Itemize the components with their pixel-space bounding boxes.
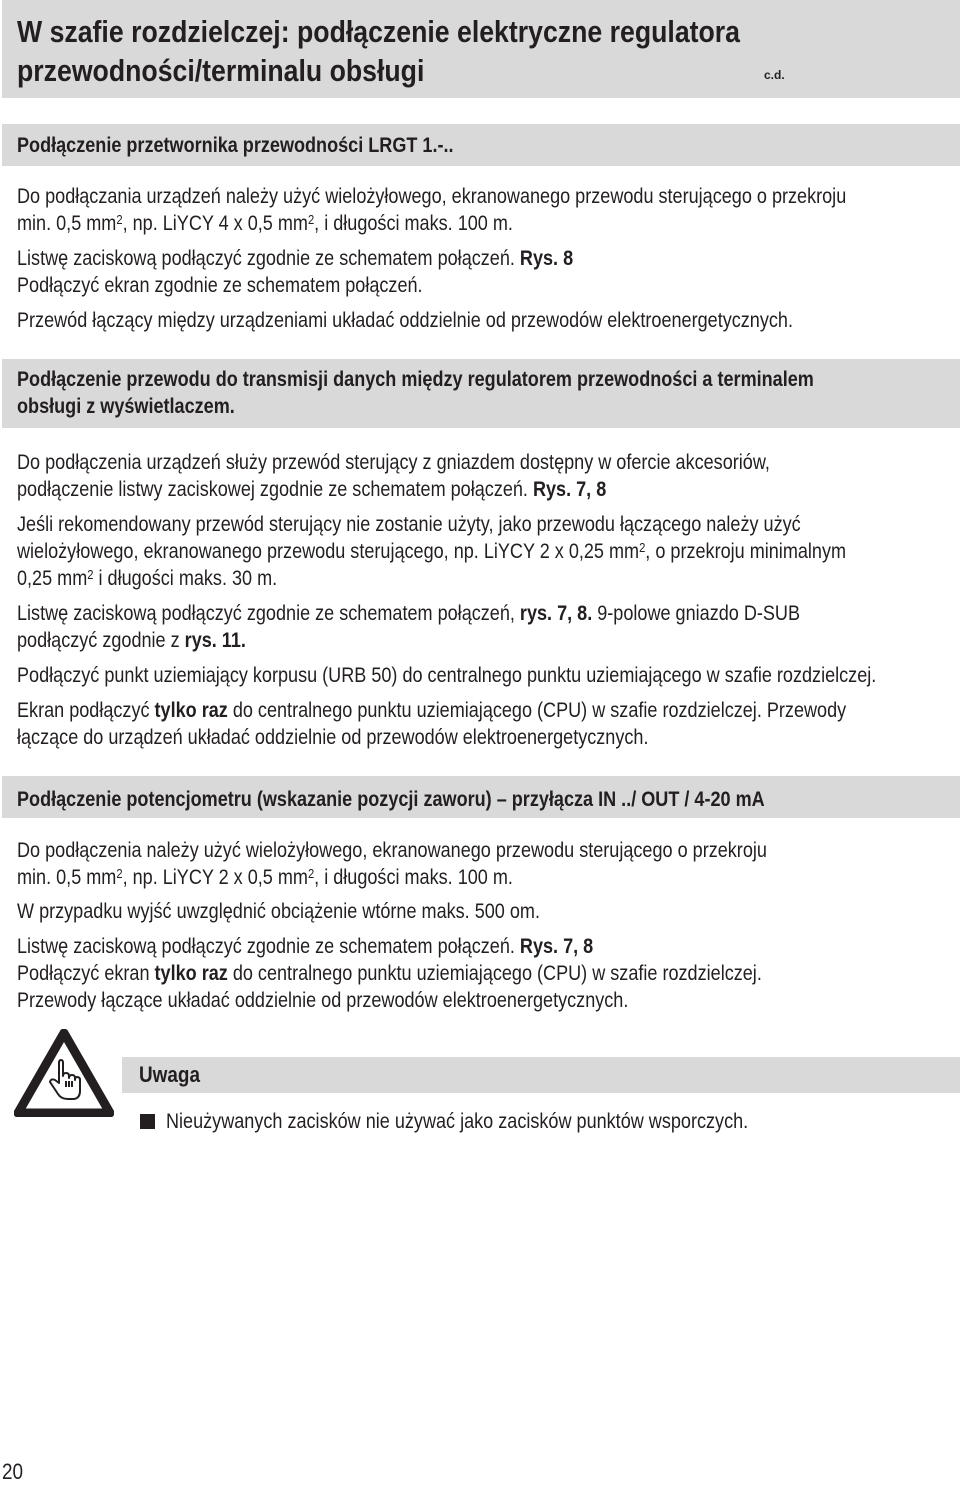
s3-line2: min. 0,5 $mm^2$, np. LiYCY 2 x 0,5 $mm^2$, i długości maks. 100 m. [17, 866, 513, 889]
notice-heading-bar [122, 1057, 960, 1093]
s3-line4: Listwę zaciskową podłączyć zgodnie ze schematem połączeń. Rys. 7, 8 [17, 935, 594, 958]
section1-heading: Podłączenie przetwornika przewodności LRGT 1.-.. [17, 134, 454, 157]
page-title-line1: W szafie rozdzielczej: podłączenie elektryczne regulatora [17, 14, 741, 49]
s3-line3: W przypadku wyjść uwzględnić obciążenie wtórne maks. 500 om. [17, 900, 540, 923]
s1-line1: Do podłączania urządzeń należy użyć wielożyłowego, ekranowanego przewodu sterującego o przekroju [17, 185, 847, 208]
s3-line5: Podłączyć ekran tylko raz do centralnego punktu uziemiającego (CPU) w szafie rozdzielczej. [17, 962, 762, 985]
section3-heading: Podłączenie potencjometru (wskazanie pozycji zaworu) – przyłącza IN ../ OUT / 4-20 mA [17, 788, 765, 811]
s2-line3: Jeśli rekomendowany przewód sterujący nie zostanie użyty, jako przewodu łączącego należy użyć [17, 513, 801, 536]
s2-line10: łączące do urządzeń układać oddzielnie od przewodów elektroenergetycznych. [17, 726, 649, 749]
section2-heading-line1: Podłączenie przewodu do transmisji danych między regulatorem przewodności a terminalem [17, 368, 814, 391]
bullet-square-icon [140, 1114, 155, 1129]
s2-line5: 0,25 $mm^2$ i długości maks. 30 m. [17, 567, 278, 590]
section2-heading-line2: obsługi z wyświetlaczem. [17, 395, 235, 418]
s1-line2: min. 0,5 $mm^2$, np. LiYCY 4 x 0,5 $mm^2$, i długości maks. 100 m. [17, 212, 513, 235]
s2-line1: Do podłączenia urządzeń służy przewód sterujący z gniazdem dostępny w ofercie akcesoriów, [17, 451, 770, 474]
s2-line7: podłączyć zgodnie z rys. 11. [17, 629, 246, 652]
page-title-line2: przewodności/terminalu obsługi [17, 53, 425, 88]
s2-line8: Podłączyć punkt uziemiający korpusu (URB 50) do centralnego punktu uziemiającego w szafie rozdzielczej. [17, 664, 877, 687]
s1-line5: Przewód łączący między urządzeniami układać oddzielnie od przewodów elektroenergetycznych. [17, 309, 793, 332]
s1-line3: Listwę zaciskową podłączyć zgodnie ze schematem połączeń. Rys. 8 [17, 247, 574, 270]
s3-line6: Przewody łączące układać oddzielnie od przewodów elektroenergetycznych. [17, 989, 629, 1012]
s2-line9: Ekran podłączyć tylko raz do centralnego punktu uziemiającego (CPU) w szafie rozdzielczej. Przewody [17, 699, 847, 722]
s1-line4: Podłączyć ekran zgodnie ze schematem połączeń. [17, 274, 423, 297]
notice-label: Uwaga [139, 1062, 200, 1087]
s2-line2: podłączenie listwy zaciskowej zgodnie ze schematem połączeń. Rys. 7, 8 [17, 478, 607, 501]
warning-hand-icon [14, 1029, 114, 1117]
s2-line6: Listwę zaciskową podłączyć zgodnie ze schematem połączeń, rys. 7, 8. 9-polowe gniazdo D-SUB [17, 602, 801, 625]
notice-bullet-text: Nieużywanych zacisków nie używać jako zacisków punktów wsporczych. [166, 1110, 749, 1133]
s3-line1: Do podłączenia należy użyć wielożyłowego, ekranowanego przewodu sterującego o przekroju [17, 839, 767, 862]
continued-marker: c.d. [764, 68, 785, 82]
s2-line4: wielożyłowego, ekranowanego przewodu sterującego, np. LiYCY 2 x 0,25 $mm^2$, o przekroju minimalnym [17, 540, 847, 563]
page-number: 20 [2, 1459, 24, 1484]
